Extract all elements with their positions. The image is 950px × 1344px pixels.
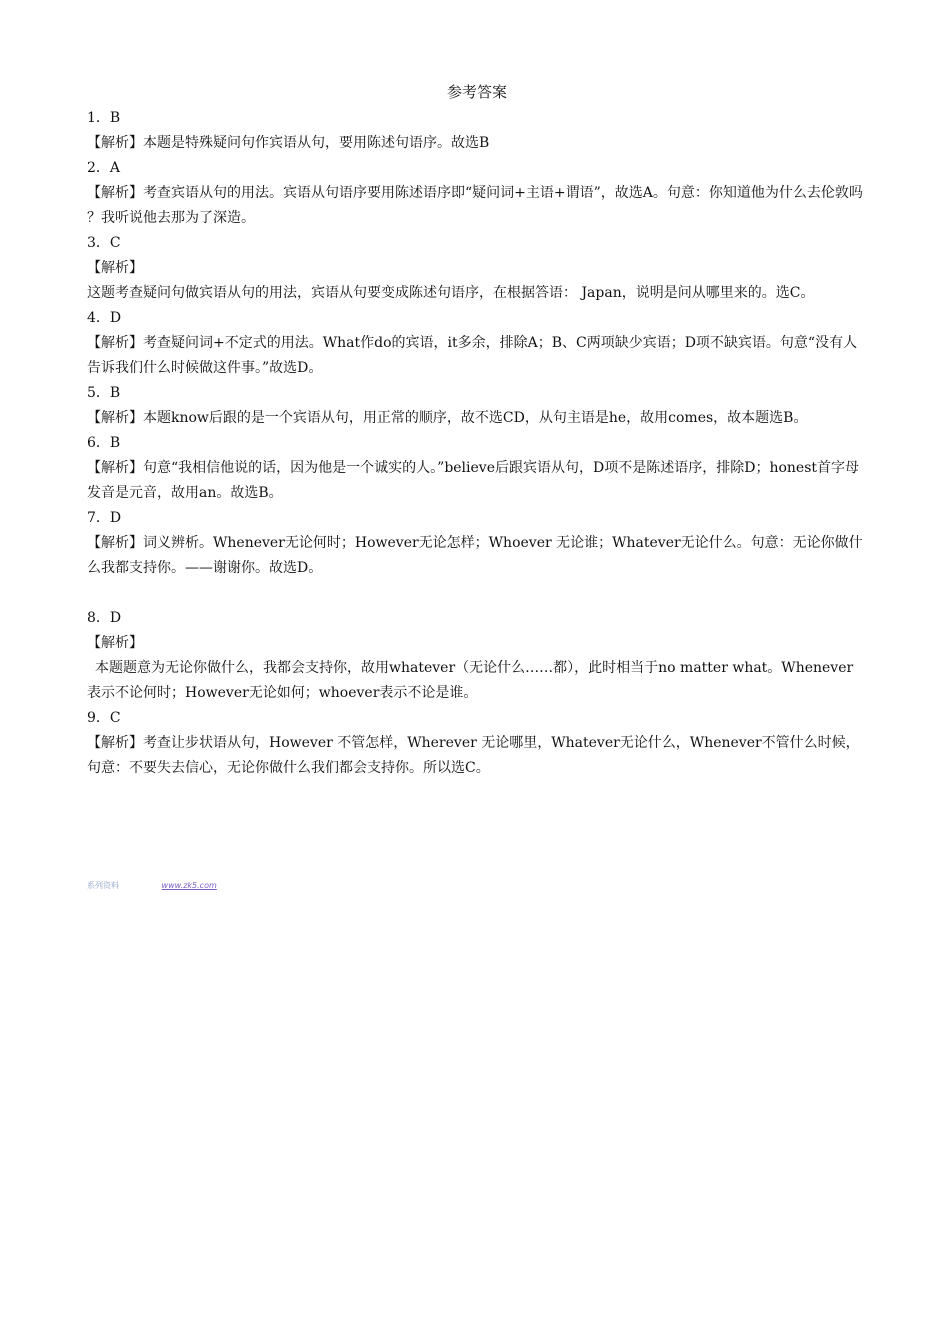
answer-explanation-4: 【解析】考查疑问词+不定式的用法。What作do的宾语，it多余，排除A；B、C两项缺少宾语；D项不缺宾语。句意“没有人告诉我们什么时候做这件事。”故选D。 [87, 335, 858, 376]
answer-explanation-9: 【解析】考查让步状语从句，However 不管怎样，Wherever 无论哪里，Whatever无论什么，Whenever不管什么时候，句意：不要失去信心，无论你做什么我们都会支持你。所以选C。 [87, 735, 860, 776]
footer-site-link[interactable]: www.zk5.com [161, 881, 217, 890]
answer-explanation-1: 【解析】本题是特殊疑问句作宾语从句，要用陈述句语序。故选B [87, 135, 490, 151]
answer-number-9: 9．C [87, 710, 121, 726]
answer-number-3: 3．C [87, 235, 121, 251]
answer-explanation-3: 这题考查疑问句做宾语从句的用法，宾语从句要变成陈述句语序，在根据答语： Japan，说明是问从哪里来的。选C。 [87, 285, 815, 301]
answer-explanation-label-8: 【解析】 [87, 635, 143, 651]
answer-number-5: 5．B [87, 385, 121, 401]
answer-explanation-7: 【解析】词义辨析。Whenever无论何时；However无论怎样；Whoever 无论谁；Whatever无论什么。句意：无论你做什么我都支持你。——谢谢你。故选D。 [87, 535, 863, 576]
answer-explanation-6: 【解析】句意“我相信他说的话，因为他是一个诚实的人。”believe后跟宾语从句，D项不是陈述语序，排除D；honest首字母发音是元音，故用an。故选B。 [87, 460, 860, 501]
answer-number-4: 4．D [87, 310, 122, 326]
answer-explanation-label-3: 【解析】 [87, 260, 143, 276]
answer-number-1: 1．B [87, 110, 121, 126]
answer-explanation-8: 本题题意为无论你做什么，我都会支持你，故用whatever（无论什么……都），此时相当于no matter what。Whenever表示不论何时；However无论如何；whoever表示不论是谁。 [87, 660, 854, 701]
answer-explanation-5: 【解析】本题know后跟的是一个宾语从句，用正常的顺序，故不选CD，从句主语是he，故用comes，故本题选B。 [87, 410, 808, 426]
answer-explanation-2: 【解析】考查宾语从句的用法。宾语从句语序要用陈述语序即“疑问词+主语+谓语”，故选A。句意：你知道他为什么去伦敦吗 ？我听说他去那为了深造。 [87, 185, 863, 226]
answer-number-7: 7．D [87, 510, 122, 526]
footer-left-text: 系列资料 [87, 881, 119, 890]
answer-number-6: 6．B [87, 435, 121, 451]
answer-number-8: 8．D [87, 610, 122, 626]
footer [87, 880, 217, 892]
page-title: 参考答案 [446, 83, 507, 101]
answer-document [87, 80, 867, 781]
answer-number-2: 2．A [87, 160, 121, 176]
blank-line [87, 581, 867, 606]
